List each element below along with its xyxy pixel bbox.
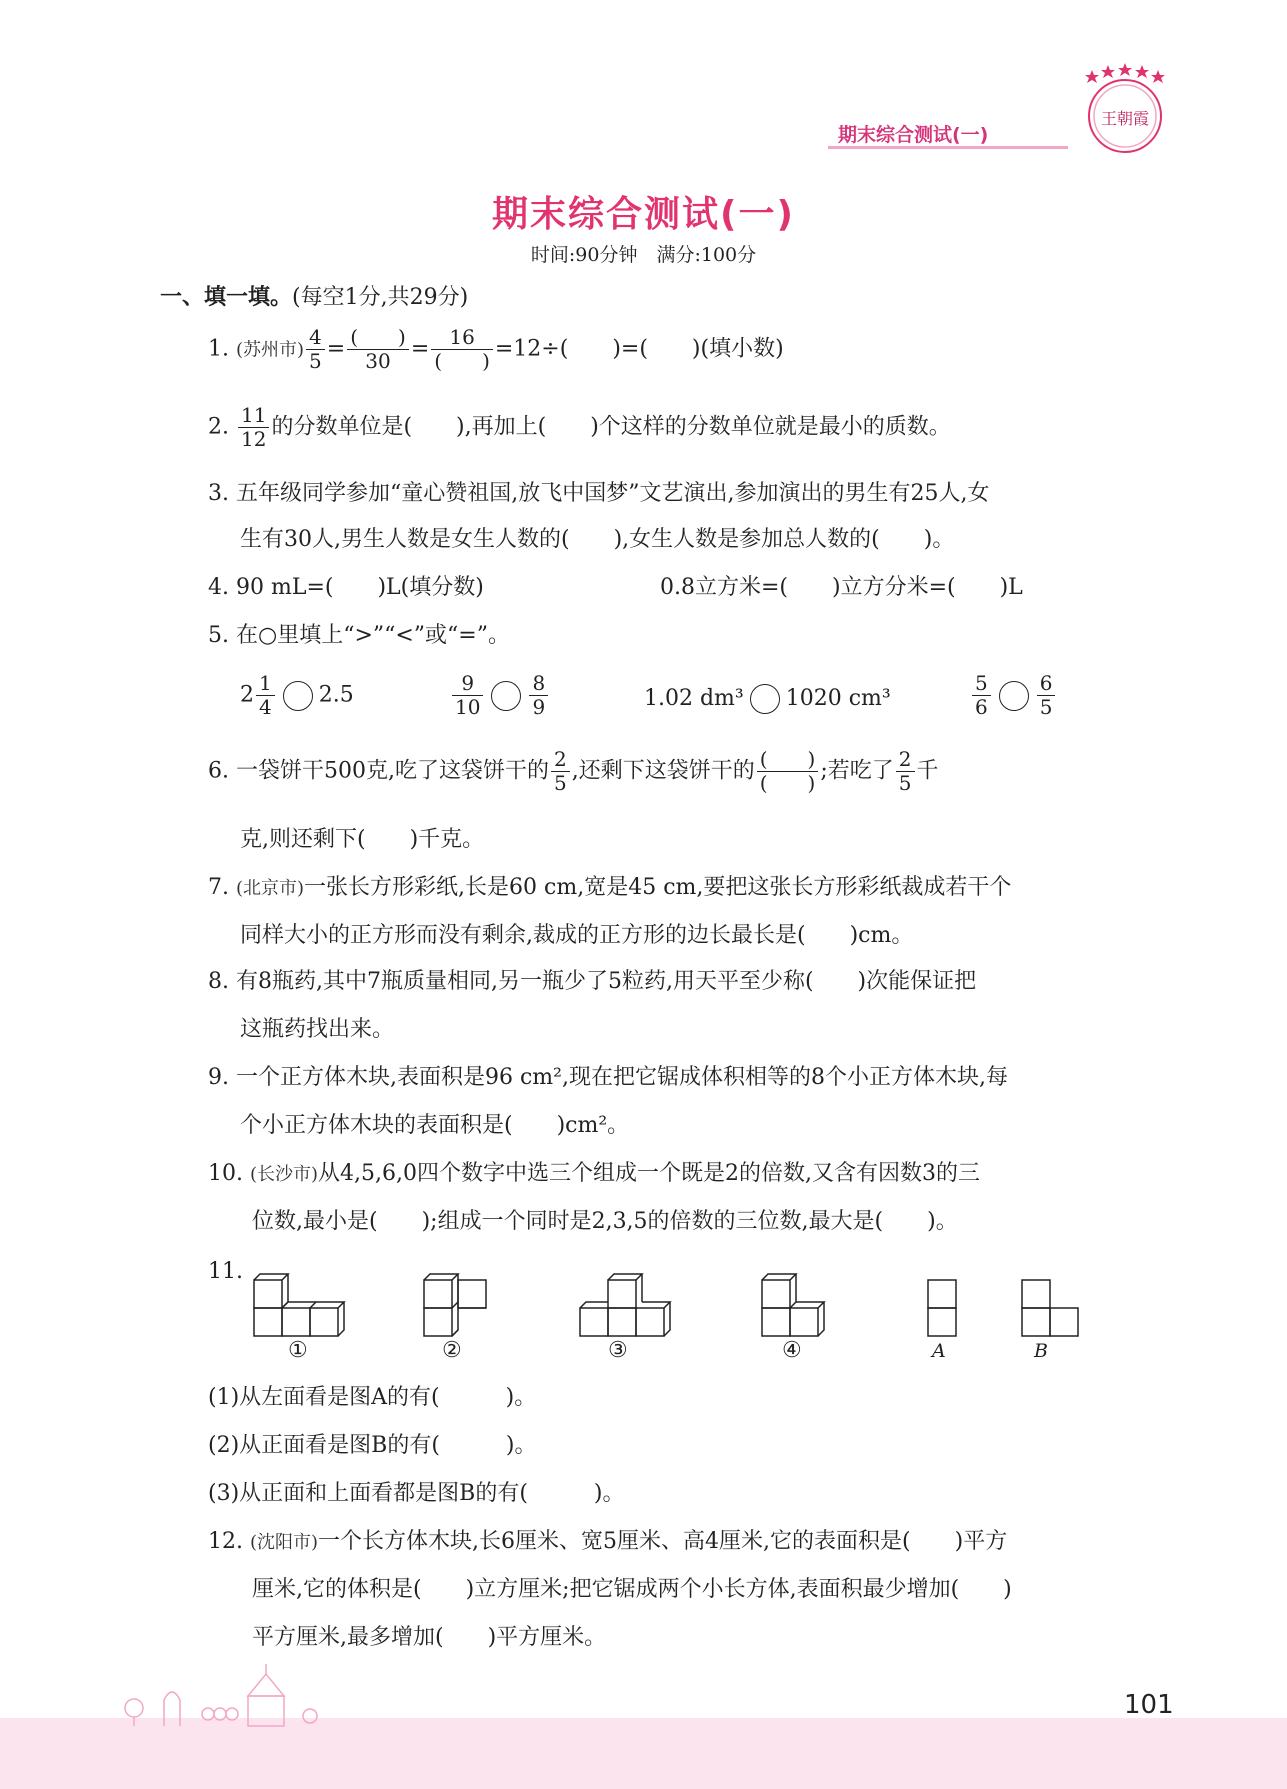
- view-figure-b: [1022, 1280, 1078, 1336]
- question-7: 7. (北京市)一张长方形彩纸,长是60 cm,宽是45 cm,要把这张长方形彩纸裁成若干个: [208, 875, 1012, 900]
- compare-3: 1.02 dm³ 1020 cm³: [644, 684, 891, 714]
- question-11-part1: (1)从左面看是图A的有( )。: [208, 1385, 537, 1410]
- question-7-line2: 同样大小的正方形而没有剩余,裁成的正方形的边长最长是( )cm。: [240, 923, 914, 948]
- question-10: 10. (长沙市)从4,5,6,0四个数字中选三个组成一个既是2的倍数,又含有因数3的三: [208, 1161, 981, 1186]
- question-12: 12. (沈阳市)一个长方体木块,长6厘米、宽5厘米、高4厘米,它的表面积是( )平方: [208, 1529, 1008, 1554]
- question-11-number: 11.: [208, 1259, 243, 1284]
- question-6: 6. 一袋饼干500克,吃了这袋饼干的 $\frac{2}{5}$ ,还剩下这袋饼干的 $\frac{( )}{( )}$ ;若吃了 $\frac{2}{5}$ 千: [208, 747, 939, 795]
- q2-text: 的分数单位是( ),再加上( )个这样的分数单位就是最小的质数。: [271, 414, 951, 440]
- q-number: 1.: [208, 336, 229, 362]
- header-divider: [828, 146, 1068, 149]
- question-1: 1. (苏州市) $\frac{4}{5}$ = $\frac{( )}{30}$ = $\frac{16}{( )}$ =12÷( )=( )(填小数): [208, 325, 784, 373]
- figure-label-3: ③: [608, 1338, 628, 1363]
- cube-figures: [240, 1250, 1090, 1350]
- compare-circle[interactable]: [750, 684, 780, 714]
- view-figure-a: [928, 1280, 956, 1336]
- question-2: 2. $\frac{11}{12}$ 的分数单位是( ),再加上( )个这样的分数单位就是最小的质数。: [208, 403, 951, 451]
- question-3-line1: 3. 五年级同学参加“童心赞祖国,放飞中国梦”文艺演出,参加演出的男生有25人,女: [208, 481, 990, 506]
- fraction-blank[interactable]: $\frac{( )}{30}$: [347, 326, 409, 373]
- section-title: 一、填一填。: [160, 285, 293, 310]
- compare-circle[interactable]: [283, 681, 313, 711]
- figure-label-a: A: [932, 1340, 946, 1362]
- compare-circle[interactable]: [999, 681, 1029, 711]
- cube-figure-4: [762, 1274, 824, 1336]
- fraction-blank[interactable]: $\frac{( )}{( )}$: [757, 748, 819, 795]
- question-8-line2: 这瓶药找出来。: [240, 1017, 395, 1042]
- question-4: 4. 90 mL=( )L(填分数): [208, 575, 484, 600]
- figure-label-4: ④: [782, 1338, 802, 1363]
- figure-label-1: ①: [288, 1338, 308, 1363]
- q1-rest: =12÷( )=( )(填小数): [494, 336, 784, 362]
- question-8: 8. 有8瓶药,其中7瓶质量相同,另一瓶少了5粒药,用天平至少称( )次能保证把: [208, 969, 977, 994]
- question-9-line2: 个小正方体木块的表面积是( )cm²。: [240, 1113, 630, 1138]
- question-4-b: 0.8立方米=( )立方分米=( )L: [660, 575, 1023, 600]
- compare-circle[interactable]: [491, 681, 521, 711]
- fraction: $\frac{4}{5}$: [306, 326, 325, 373]
- section-note: (每空1分,共29分): [292, 285, 469, 310]
- fraction-blank[interactable]: $\frac{16}{( )}$: [431, 326, 493, 373]
- question-11-part2: (2)从正面看是图B的有( )。: [208, 1433, 537, 1458]
- q-source: (苏州市): [236, 339, 305, 361]
- question-10-line2: 位数,最小是( );组成一个同时是2,3,5的倍数的三位数,最大是( )。: [252, 1209, 958, 1234]
- cube-figure-1: [254, 1274, 344, 1336]
- section-heading: [160, 280, 468, 311]
- question-12-line2: 厘米,它的体积是( )立方厘米;把它锯成两个小长方体,表面积最少增加( ): [252, 1577, 1012, 1602]
- compare-1: 2 $\frac{1}{4}$ 2.5: [240, 671, 354, 719]
- figure-label-2: ②: [442, 1338, 462, 1363]
- cube-figure-3: [580, 1274, 670, 1336]
- cube-figure-2: [424, 1274, 486, 1336]
- question-9: 9. 一个正方体木块,表面积是96 cm²,现在把它锯成体积相等的8个小正方体木块,每: [208, 1065, 1008, 1090]
- footer-decoration: [120, 1650, 380, 1730]
- question-11-part3: (3)从正面和上面看都是图B的有( )。: [208, 1481, 625, 1506]
- page-number: 101: [1124, 1690, 1174, 1720]
- header-label: 期末综合测试(一): [838, 124, 989, 146]
- logo-text: 王朝霞: [1100, 109, 1150, 128]
- question-12-line3: 平方厘米,最多增加( )平方厘米。: [252, 1625, 607, 1650]
- figure-label-b: B: [1034, 1340, 1048, 1362]
- exam-time-score: 时间:90分钟 满分:100分: [530, 244, 757, 266]
- question-5: 5. 在○里填上“>”“<”或“=”。: [208, 623, 510, 648]
- question-3-line2: 生有30人,男生人数是女生人数的( ),女生人数是参加总人数的( )。: [240, 527, 955, 552]
- compare-4: $\frac{5}{6}$ $\frac{6}{5}$: [970, 672, 1057, 719]
- fraction: $\frac{11}{12}$: [238, 404, 269, 451]
- question-6-line2: 克,则还剩下( )千克。: [240, 827, 485, 852]
- page-title: 期末综合测试(一): [492, 194, 795, 235]
- header-logo: [1070, 60, 1180, 156]
- compare-2: $\frac{9}{10}$ $\frac{8}{9}$: [450, 672, 550, 719]
